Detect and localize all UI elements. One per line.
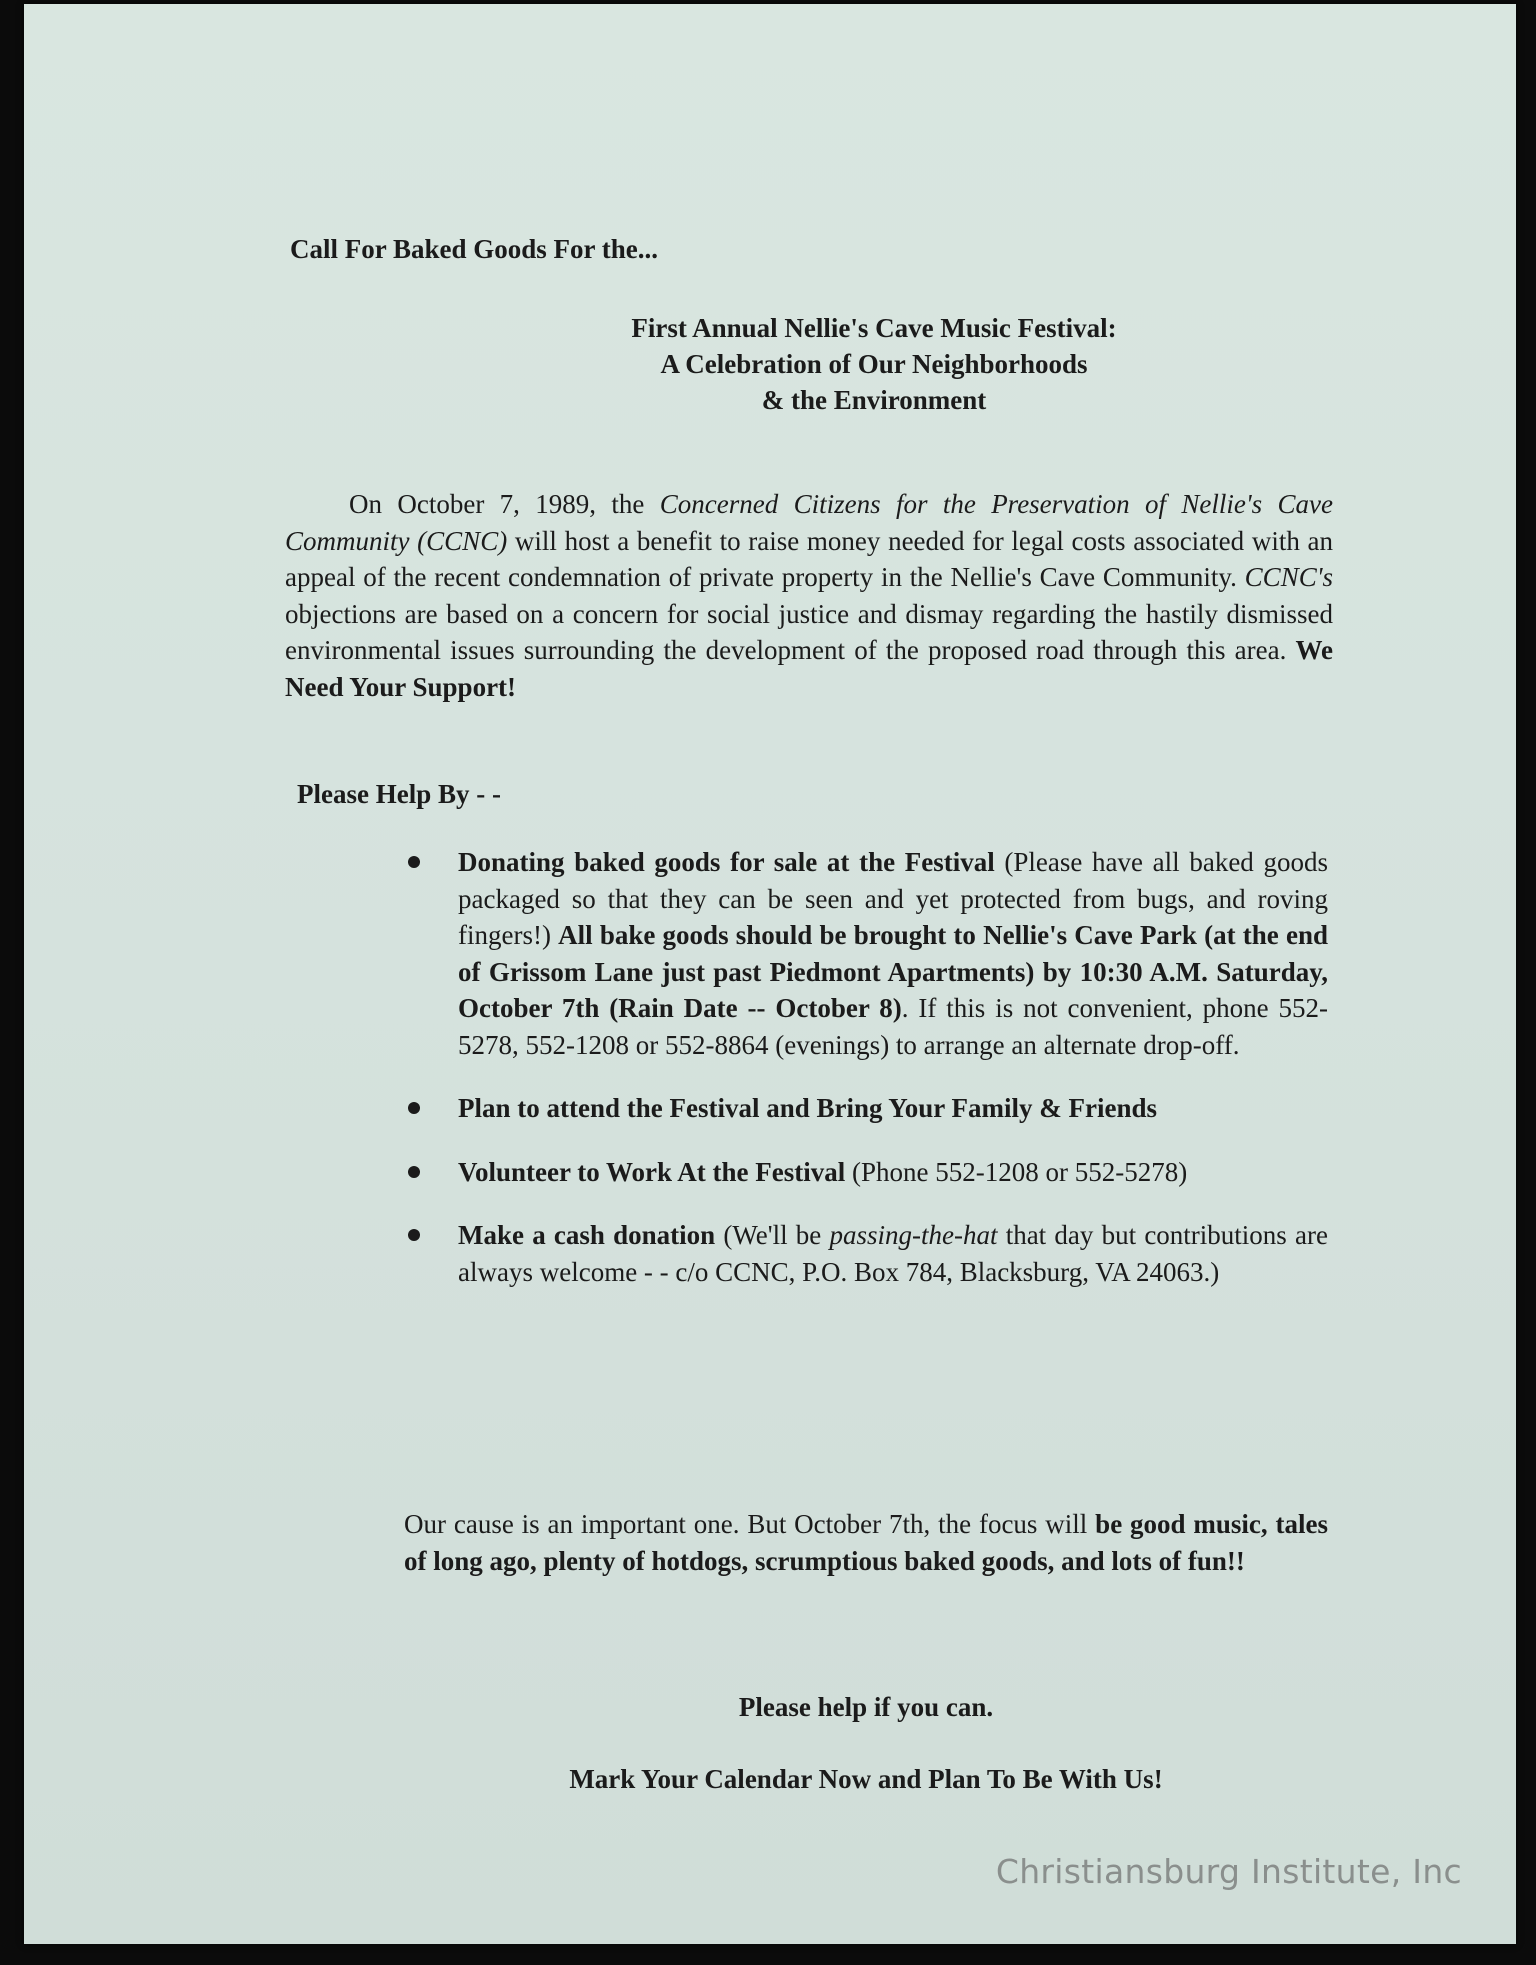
festival-title [364, 310, 1384, 418]
lead-heading: Call For Baked Goods For the... [290, 234, 659, 264]
bullet-3-bold: Volunteer to Work At the Festival [458, 1156, 846, 1187]
watermark: Christiansburg Institute, Inc [995, 1852, 1462, 1891]
help-heading: Please Help By - - [297, 779, 501, 809]
intro-text-1: On October 7, 1989, the [349, 489, 660, 519]
bullet-2-bold: Plan to attend the Festival and Bring Your Family & Friends [458, 1093, 1158, 1123]
intro-org-name: Concerned Citizens for the Preservation of Nellie's Cave Community (CCNC) [285, 489, 1333, 556]
bullet-4-bold: Make a cash donation [458, 1220, 716, 1250]
list-item-cash-donation [404, 1217, 1328, 1290]
intro-ccnc: CCNC's [1244, 562, 1333, 592]
bullet-4-italic: passing-the-hat [829, 1220, 998, 1250]
help-list [404, 844, 1328, 1290]
intro-text-3: objections are based on a concern for social justice and dismay regarding the hastily dismissed environmental issues surrounding the development of the proposed road through this area. [285, 598, 1333, 665]
bullet-4-text-1: (We'll be [715, 1220, 830, 1250]
title-line-3: & the Environment [761, 385, 987, 415]
intro-text-2: will host a benefit to raise money needed for legal costs associated with an appeal of the recent condemnation of private property in the Nellie's Cave Community. [285, 525, 1333, 592]
title-line-1: First Annual Nellie's Cave Music Festival: [631, 313, 1117, 343]
bullet-1-text-1: (Please have all baked goods packaged so that they can be seen and yet protected from bugs, and roving fingers!) [458, 847, 1328, 950]
calendar-line: Mark Your Calendar Now and Plan To Be With Us! [569, 1764, 1163, 1794]
bullet-1-bold-2: All bake goods should be brought to Nellie's Cave Park (at the end of Grissom Lane just past Piedmont Apartments) by 10:30 A.M. Saturday, October 7th (Rain Date -- October 8) [458, 920, 1328, 1023]
title-line-2: A Celebration of Our Neighborhoods [660, 349, 1088, 379]
closing-paragraph [404, 1506, 1328, 1580]
list-item-donate-baked-goods [404, 844, 1328, 1063]
bullet-1-bold-1: Donating baked goods for sale at the Festival [458, 847, 995, 877]
bullet-3-text: (Phone 552-1208 or 552-5278) [845, 1156, 1188, 1187]
bullet-icon [408, 1166, 420, 1178]
bullet-4-text-2: that day but contributions are always welcome - - c/o CCNC, P.O. Box 784, Blacksburg, VA 24063.) [458, 1220, 1328, 1287]
bullet-icon [408, 1229, 420, 1241]
bullet-1-text-2: . If this is not convenient, phone 552-5278, 552-1208 or 552-8864 (evenings) to arrange an alternate drop-off. [458, 993, 1328, 1060]
bullet-icon [408, 1102, 420, 1114]
bullet-icon [408, 856, 420, 868]
intro-support: We Need Your Support! [285, 635, 1333, 702]
document-page [24, 4, 1516, 1944]
list-item-volunteer [404, 1154, 1328, 1191]
intro-paragraph [285, 486, 1333, 705]
closing-text: Our cause is an important one. But October 7th, the focus will [404, 1509, 1096, 1539]
help-line: Please help if you can. [738, 1692, 994, 1722]
list-item-attend-festival [404, 1090, 1328, 1127]
closing-bold: be good music, tales of long ago, plenty of hotdogs, scrumptious baked goods, and lots of fun!! [404, 1509, 1328, 1576]
